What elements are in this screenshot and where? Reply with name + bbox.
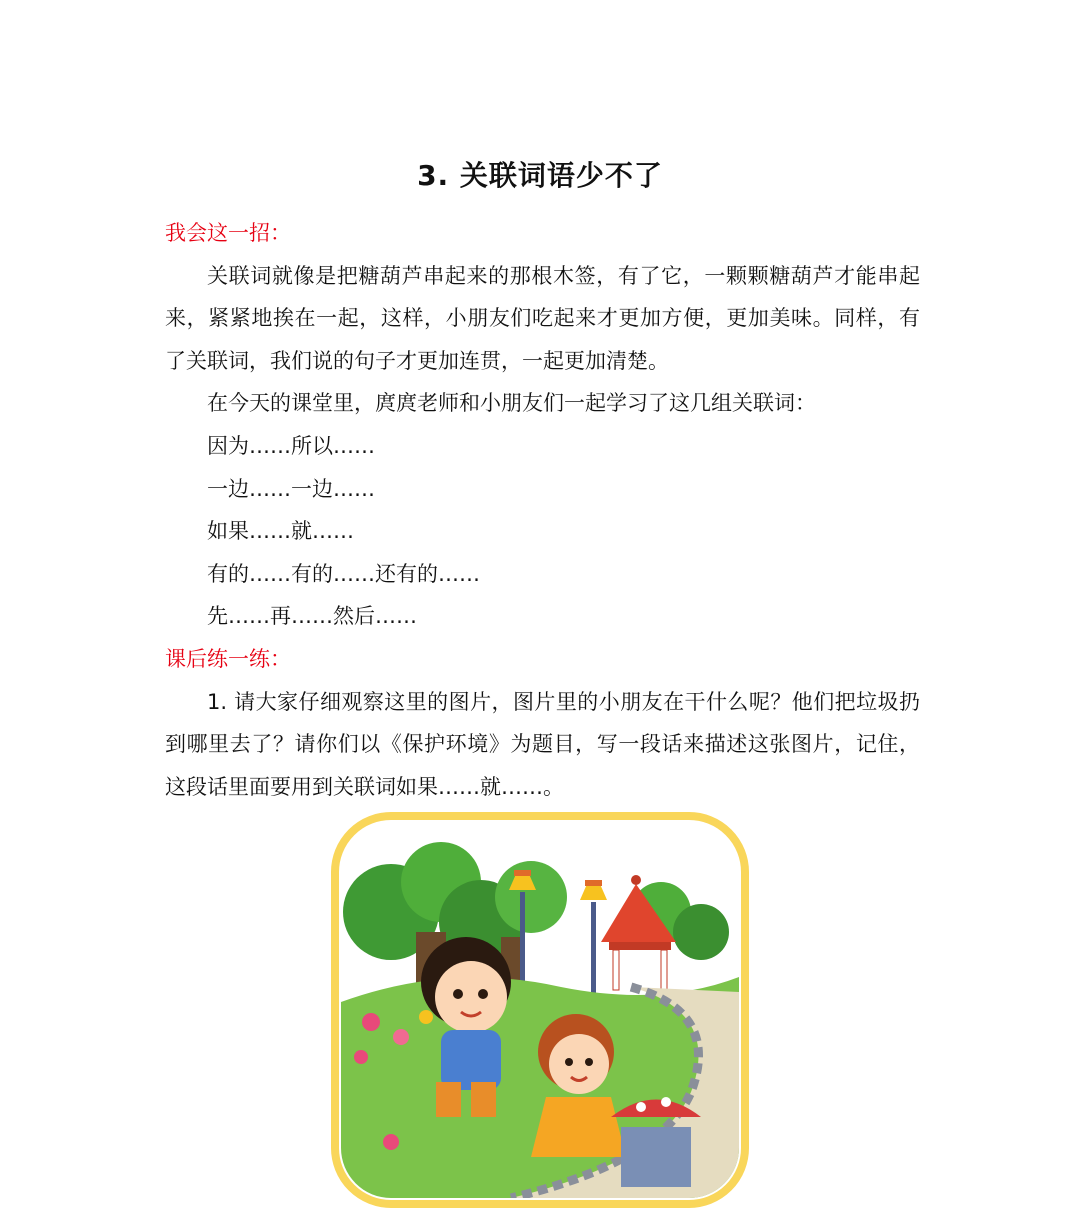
cartoon-illustration xyxy=(331,812,749,1208)
trash-bin-icon xyxy=(611,1097,701,1187)
lesson-paragraph: 在今天的课堂里，庹庹老师和小朋友们一起学习了这几组关联词： xyxy=(207,391,816,416)
conjunction-pair: 有的……有的……还有的…… xyxy=(207,561,480,586)
conjunction-pair: 因为……所以…… xyxy=(207,433,375,458)
section-heading-exercise: 课后练一练： xyxy=(165,646,291,671)
conjunction-pair: 先……再……然后…… xyxy=(207,604,417,629)
document-body xyxy=(165,212,920,808)
intro-paragraph: 关联词就像是把糖葫芦串起来的那根木签，有了它，一颗颗糖葫芦才能串起来，紧紧地挨在一起，这样，小朋友们吃起来才更加方便，更加美味。同样，有了关联词，我们说的句子才更加连贯，一起更加清楚。 xyxy=(165,263,920,373)
section-heading-skills: 我会这一招： xyxy=(165,221,291,245)
exercise-paragraph: 1. 请大家仔细观察这里的图片，图片里的小朋友在干什么呢？他们把垃圾扔到哪里去了？请你们以《保护环境》为题目，写一段话来描述这张图片，记住，这段话里面要用到关联词如果……就……。 xyxy=(165,689,920,799)
conjunction-pair: 一边……一边…… xyxy=(207,476,375,501)
page-title: 3. 关联词语少不了 xyxy=(417,159,663,192)
conjunction-pair: 如果……就…… xyxy=(207,519,354,544)
